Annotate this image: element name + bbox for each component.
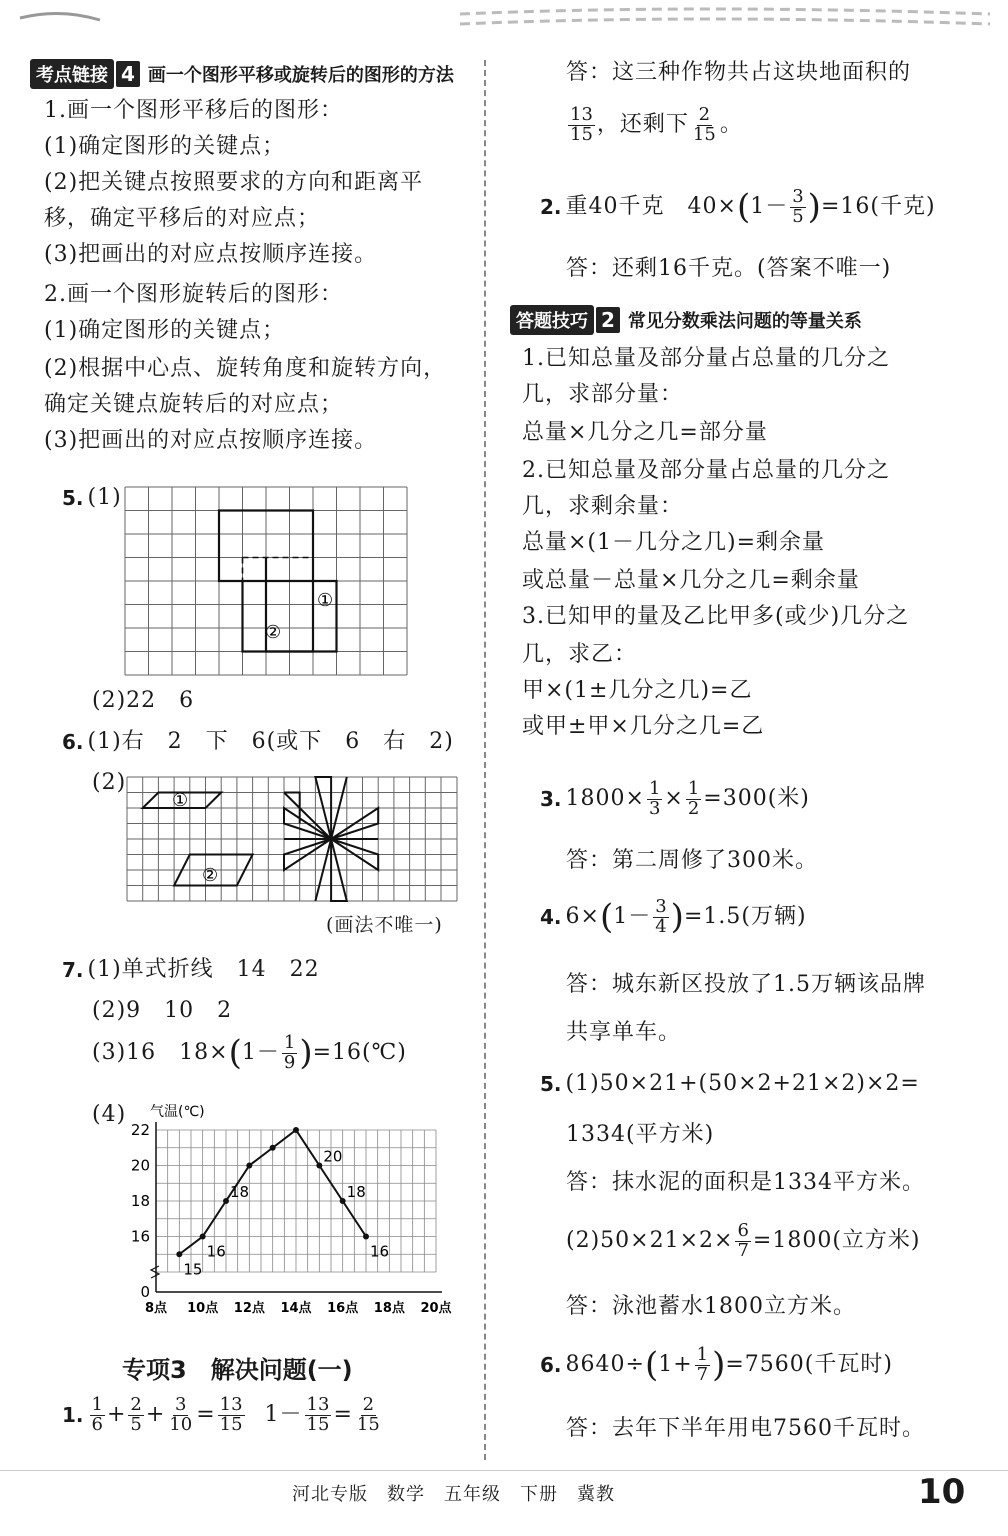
- fraction: [128, 1396, 143, 1435]
- column-divider: [484, 60, 486, 1460]
- data-point: [293, 1127, 299, 1133]
- denominator: 5: [130, 1413, 142, 1435]
- one-plus: 1+: [658, 1352, 693, 1378]
- q7-number: 7.: [62, 958, 84, 982]
- one-minus: 1－: [613, 904, 652, 930]
- data-point: [363, 1234, 369, 1240]
- fraction: [653, 898, 668, 937]
- label-circle-2: ②: [265, 622, 282, 643]
- skill-line: 总量×(1－几分之几)=剩余量: [522, 530, 826, 555]
- fraction: [167, 1396, 194, 1435]
- x-tick-label: 18点: [373, 1301, 405, 1316]
- method-line: (2)根据中心点、旋转角度和旋转方向，: [44, 356, 447, 381]
- section-title: 专项3 解决问题(一): [122, 1356, 353, 1384]
- q4-a: 6×: [565, 904, 600, 930]
- numerator: 2: [362, 1394, 375, 1415]
- footer-text: 河北专版 数学 五年级 下册 冀教: [292, 1484, 615, 1505]
- tag-number: 4: [116, 61, 140, 87]
- q5-grid-figure: [124, 486, 408, 676]
- paren-open: (: [644, 1345, 659, 1386]
- temperature-line-chart: [118, 1096, 452, 1316]
- q5r-line1: (1)50×21+(50×2+21×2)×2=: [565, 1071, 920, 1096]
- q7-header: [62, 958, 320, 982]
- times-sign: ×: [664, 786, 684, 812]
- y-tick-label: 16: [130, 1227, 150, 1246]
- q5r-p2a: (2)50×21×2×: [566, 1228, 734, 1254]
- q7-part1: (1)单式折线 14 22: [87, 957, 320, 982]
- denominator: 15: [356, 1413, 380, 1435]
- q6-note: (画法不唯一): [326, 914, 443, 936]
- paren-close: ): [299, 1033, 313, 1074]
- method-line: (1)确定图形的关键点；: [44, 134, 286, 159]
- answer-1-line1: 答：这三种作物共占这块地面积的: [566, 60, 912, 85]
- q7-one-minus: 1－: [241, 1040, 280, 1066]
- data-point: [316, 1163, 322, 1169]
- fraction: [691, 106, 718, 145]
- q1-number: 1.: [62, 1403, 84, 1428]
- method-line: (3)把画出的对应点按顺序连接。: [44, 428, 378, 453]
- q3-b: =300(米): [703, 786, 810, 812]
- fraction: [695, 1346, 710, 1385]
- answer-1-line2: [566, 106, 743, 145]
- numerator: 3: [175, 1394, 187, 1415]
- footer-rule: [0, 1470, 1008, 1471]
- q7-part3-b: =16(℃): [312, 1040, 407, 1066]
- fraction: [686, 780, 701, 819]
- numerator: 3: [792, 186, 804, 207]
- q6-number: 6.: [62, 730, 84, 754]
- denominator: 2: [687, 797, 700, 819]
- q6-part2-label: (2): [92, 770, 127, 795]
- denominator: 4: [655, 915, 667, 937]
- denominator: 7: [737, 1239, 749, 1261]
- skill-line: 3.已知甲的量及乙比甲多(或少)几分之: [522, 604, 910, 629]
- q6-grid-figure: [126, 776, 458, 902]
- q3-number: 3.: [540, 787, 562, 812]
- skill-line: 几，求剩余量：: [522, 494, 684, 519]
- method-line: (3)把画出的对应点按顺序连接。: [44, 242, 378, 267]
- fraction: [218, 1396, 245, 1435]
- paren-close: ): [670, 897, 684, 938]
- q5r-answer2: 答：泳池蓄水1800立方米。: [566, 1294, 856, 1319]
- plus-sign: +: [106, 1402, 127, 1428]
- q5-right: [540, 1072, 920, 1096]
- q7-fraction: [282, 1034, 297, 1073]
- numerator: 13: [570, 104, 593, 125]
- x-tick-label: 10点: [187, 1301, 219, 1316]
- fraction: [790, 188, 805, 227]
- answer-2: 答：还剩16千克。(答案不唯一): [566, 256, 892, 281]
- tag-kaodian: [30, 60, 454, 88]
- q4: [540, 898, 807, 937]
- method-line: (2)把关键点按照要求的方向和距离平: [44, 170, 424, 195]
- data-point: [223, 1198, 229, 1204]
- data-label: 15: [183, 1260, 203, 1279]
- q7-part3: [92, 1034, 407, 1073]
- numerator: 1: [91, 1394, 103, 1415]
- q2-number: 2.: [540, 195, 562, 220]
- data-point: [200, 1234, 206, 1240]
- paren-open: (: [599, 897, 614, 938]
- plus-sign: +: [145, 1402, 166, 1428]
- x-tick-label: 12点: [233, 1301, 265, 1316]
- q5-part1: (1): [87, 485, 122, 510]
- q5r-answer1: 答：抹水泥的面积是1334平方米。: [566, 1170, 925, 1195]
- q2: [540, 188, 936, 227]
- q6-part1: (1)右 2 下 6(或下 6 右 2): [87, 729, 454, 754]
- numerator: 1: [687, 778, 700, 799]
- data-point: [176, 1251, 182, 1257]
- q4-b: =1.5(万辆): [683, 904, 807, 930]
- q5-header: [62, 486, 122, 510]
- denominator: 15: [692, 123, 716, 145]
- y-tick-label: 20: [130, 1156, 150, 1175]
- data-label: 16: [370, 1242, 390, 1261]
- y-tick-label: 18: [130, 1192, 150, 1210]
- numerator: 2: [698, 104, 711, 125]
- answer-4-line2: 共享单车。: [566, 1020, 682, 1045]
- method-line: 2.画一个图形旋转后的图形：: [44, 282, 343, 307]
- denominator: 3: [648, 797, 661, 819]
- answer-6: 答：去年下半年用电7560千瓦时。: [566, 1416, 925, 1441]
- label-circle-1: ①: [317, 590, 334, 611]
- q3: [540, 780, 810, 819]
- data-label: 18: [346, 1183, 366, 1201]
- q6r-b: =7560(千瓦时): [725, 1352, 893, 1378]
- y-tick-label: 0: [140, 1283, 150, 1301]
- skill-line: 几，求部分量：: [522, 382, 684, 407]
- header-decoration: [0, 0, 1008, 40]
- q4-number: 4.: [540, 905, 562, 930]
- q5r-p2b: =1800(立方米): [752, 1228, 921, 1254]
- page-number: 10: [918, 1472, 966, 1512]
- skill-line: 甲×(1±几分之几)=乙: [522, 678, 753, 703]
- tag-title: 画一个图形平移或旋转后的图形的方法: [147, 65, 454, 86]
- numerator: 13: [219, 1394, 243, 1415]
- numerator: 2: [130, 1394, 142, 1415]
- label-circle-1: ①: [172, 790, 189, 811]
- data-label: 18: [230, 1183, 250, 1201]
- fraction: [735, 1222, 750, 1261]
- q6r-a: 8640÷: [565, 1352, 645, 1378]
- tag-label: 答题技巧: [510, 305, 594, 335]
- label-circle-2: ②: [202, 865, 219, 886]
- answer-3: 答：第二周修了300米。: [566, 848, 818, 873]
- q6r-number: 6.: [540, 1353, 562, 1378]
- x-tick-label: 8点: [144, 1301, 168, 1316]
- y-axis-label: 气温(℃): [150, 1104, 205, 1120]
- q5r-part2: [566, 1222, 921, 1261]
- numerator: 1: [648, 778, 661, 799]
- denominator: 15: [570, 123, 593, 145]
- fraction: [305, 1396, 332, 1435]
- method-line: 确定关键点旋转后的对应点；: [44, 392, 344, 417]
- skill-line: 或总量－总量×几分之几=剩余量: [522, 568, 860, 593]
- numerator: 1: [283, 1032, 296, 1053]
- fraction: [647, 780, 662, 819]
- numerator: 3: [655, 896, 667, 917]
- q6-right: [540, 1346, 893, 1385]
- q5r-number: 5.: [540, 1072, 562, 1096]
- q2-b: =16(千克): [820, 194, 936, 220]
- answer-1-end: 。: [719, 112, 743, 138]
- skill-line: 几，求乙：: [522, 642, 638, 667]
- fraction: [355, 1396, 382, 1435]
- denominator: 15: [306, 1413, 330, 1435]
- method-line: 1.画一个图形平移后的图形：: [44, 98, 343, 123]
- one-minus: 1－: [750, 194, 789, 220]
- x-tick-label: 14点: [280, 1301, 312, 1316]
- denominator: 10: [169, 1413, 193, 1435]
- q7-part2: (2)9 10 2: [92, 998, 233, 1023]
- paren-close: ): [807, 187, 821, 228]
- method-line: (1)确定图形的关键点；: [44, 318, 286, 343]
- paren-open: (: [228, 1033, 242, 1074]
- data-label: 16: [206, 1242, 226, 1261]
- numerator: 13: [306, 1394, 330, 1415]
- equals-sign: =: [196, 1402, 216, 1428]
- q2-a: 重40千克 40×: [565, 194, 737, 220]
- equals-sign: =: [333, 1402, 353, 1428]
- fraction: [568, 106, 595, 145]
- answer-1-mid: ，还剩下: [596, 112, 689, 138]
- paren-open: (: [736, 187, 751, 228]
- q7-part3-a: (3)16 18×: [92, 1040, 229, 1066]
- data-point: [246, 1163, 252, 1169]
- rotated-star: [284, 777, 378, 901]
- skill-line: 2.已知总量及部分量占总量的几分之: [522, 458, 890, 483]
- q6-header: [62, 730, 454, 754]
- one-minus: 1－: [264, 1402, 303, 1428]
- method-line: 移，确定平移后的对应点；: [44, 206, 321, 231]
- q5-number: 5.: [62, 486, 84, 510]
- skill-line: 或甲±甲×几分之几=乙: [522, 714, 765, 739]
- numerator: 1: [696, 1344, 709, 1365]
- data-label: 20: [323, 1147, 343, 1166]
- q7-part4-label: (4): [92, 1102, 127, 1127]
- q3-a: 1800×: [565, 786, 645, 812]
- q5r-line2: 1334(平方米): [566, 1122, 715, 1147]
- x-tick-label: 16点: [327, 1301, 359, 1316]
- tag-dati: [510, 306, 862, 334]
- tag-label: 考点链接: [30, 59, 114, 89]
- denominator: 6: [91, 1413, 103, 1435]
- skill-line: 总量×几分之几=部分量: [522, 420, 768, 445]
- answer-4-line1: 答：城东新区投放了1.5万辆该品牌: [566, 972, 926, 997]
- x-tick-label: 20点: [420, 1301, 452, 1316]
- fraction: [90, 1396, 105, 1435]
- skill-line: 1.已知总量及部分量占总量的几分之: [522, 346, 890, 371]
- data-point: [340, 1198, 346, 1204]
- data-point: [270, 1145, 276, 1151]
- denominator: 5: [792, 205, 804, 227]
- paren-close: ): [712, 1345, 726, 1386]
- tag-title: 常见分数乘法问题的等量关系: [627, 311, 862, 332]
- denominator: 9: [283, 1051, 296, 1073]
- denominator: 7: [696, 1363, 709, 1385]
- numerator: 6: [737, 1220, 749, 1241]
- tag-number: 2: [596, 307, 620, 333]
- y-tick-label: 22: [130, 1121, 150, 1139]
- q5-part2: (2)22 6: [92, 688, 195, 713]
- section-q1: [62, 1396, 384, 1435]
- denominator: 15: [219, 1413, 243, 1435]
